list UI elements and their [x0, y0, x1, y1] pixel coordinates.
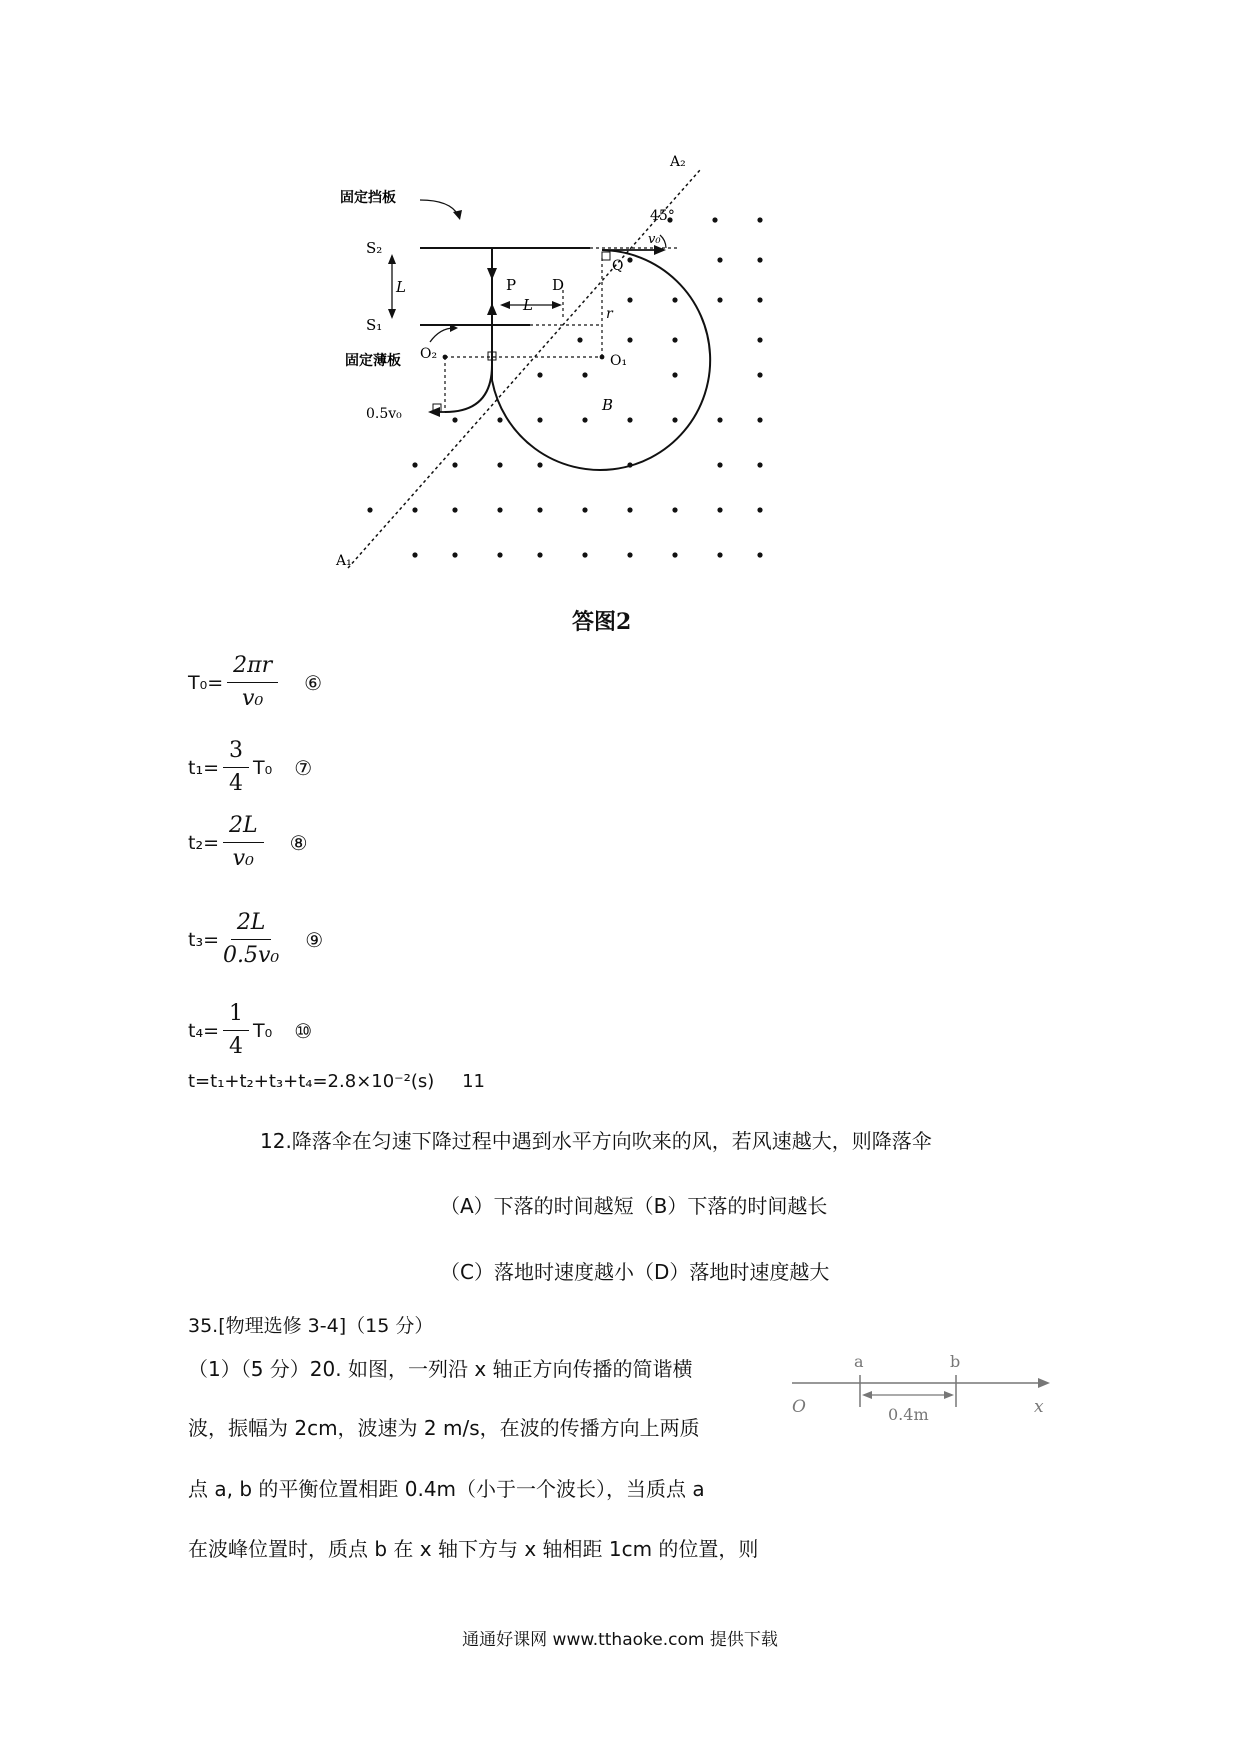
label-D: D: [552, 276, 565, 294]
magnetic-field-diagram: [336, 154, 880, 580]
label-L-vertical: L: [396, 278, 406, 296]
equation-number: ⑩: [294, 1018, 313, 1043]
equation-t1: t₁= $\frac{3}{4}$ T₀ ⑦: [188, 735, 312, 800]
label-45-degrees: 45°: [650, 208, 675, 224]
question-12-options-ab: （A）下落的时间越短（B）下落的时间越长: [440, 1194, 828, 1218]
equation-number: ⑨: [305, 927, 324, 952]
equation-t2: t₂= $\frac{2L}{\text{v₀}}$ ⑧: [188, 810, 308, 875]
label-A1: A₁: [336, 553, 352, 569]
question-35-line-1: （1）（5 分）20. 如图，一列沿 x 轴正方向传播的简谐横: [188, 1357, 693, 1381]
equation-lhs: T₀=: [188, 671, 224, 694]
label-O1: O₁: [610, 353, 628, 369]
label-fixed-plate: 固定薄板: [345, 353, 401, 369]
label-Q: Q: [612, 258, 624, 274]
label-S2: S₂: [366, 239, 383, 257]
small-arc: [445, 365, 492, 412]
question-12-options-cd: （C）落地时速度越小（D）落地时速度越大: [440, 1260, 830, 1284]
circular-orbit: [492, 250, 710, 470]
equation-t4: t₄= $\frac{1}{4}$ T₀ ⑩: [188, 998, 312, 1063]
question-35-heading: 35.[物理选修 3-4]（15 分）: [188, 1315, 434, 1337]
question-35-line-4: 在波峰位置时，质点 b 在 x 轴下方与 x 轴相距 1cm 的位置，则: [188, 1537, 759, 1561]
label-fixed-baffle: 固定挡板: [340, 190, 396, 206]
fraction-numerator: 2πr: [227, 650, 278, 683]
equation-number: ⑦: [294, 755, 313, 780]
label-distance: 0.4m: [888, 1405, 929, 1424]
field-dots: [367, 217, 762, 557]
label-B: B: [602, 396, 614, 414]
label-L-horizontal: L: [523, 296, 533, 314]
label-half-v0: 0.5v₀: [366, 406, 402, 422]
label-b: b: [950, 1352, 961, 1371]
equation-number: 11: [462, 1071, 485, 1092]
label-r: r: [606, 306, 613, 322]
label-O: O: [792, 1397, 806, 1417]
label-P: P: [506, 276, 517, 294]
equation-number: ⑧: [289, 830, 308, 855]
boundary-line: [348, 170, 700, 568]
label-x: x: [1034, 1397, 1044, 1417]
equation-t3: t₃= $\frac{2L}{\text{0.5v₀}}$ ⑨: [188, 907, 323, 972]
label-S1: S₁: [366, 316, 383, 334]
label-v0: v₀: [648, 232, 661, 247]
fraction-denominator: v₀: [242, 686, 264, 711]
equation-number: ⑥: [304, 670, 323, 695]
label-a: a: [854, 1352, 864, 1371]
figure-caption: 答图2: [572, 609, 632, 635]
question-12-stem: 12.降落伞在匀速下降过程中遇到水平方向吹来的风，若风速越大，则降落伞: [260, 1129, 932, 1153]
equation-T0: [188, 650, 322, 715]
total-time-line: t=t₁+t₂+t₃+t₄=2.8×10⁻²(s) 11: [188, 1071, 485, 1092]
question-35-line-2: 波，振幅为 2cm，波速为 2 m/s，在波的传播方向上两质: [188, 1416, 700, 1440]
label-A2: A₂: [670, 154, 686, 170]
label-O2: O₂: [420, 346, 438, 362]
question-35-line-3: 点 a, b 的平衡位置相距 0.4m（小于一个波长），当质点 a: [188, 1477, 705, 1501]
footer: 通通好课网 www.tthaoke.com 提供下载: [462, 1630, 778, 1650]
wave-axis-diagram: [784, 1345, 1054, 1435]
